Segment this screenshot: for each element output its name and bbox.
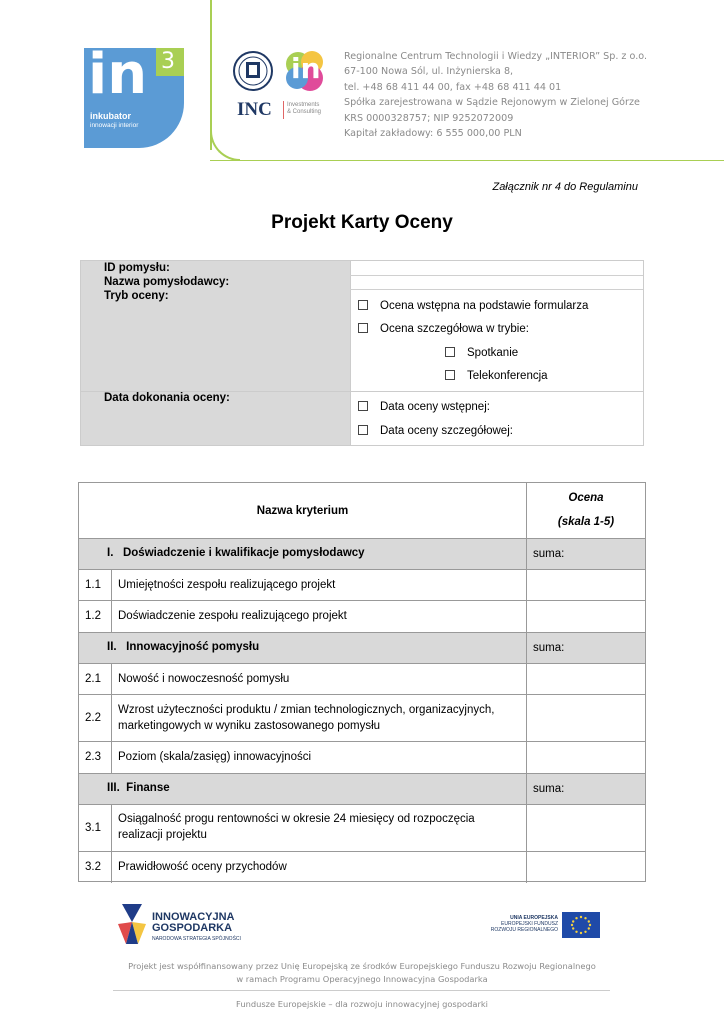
proposer-name-label: Nazwa pomysłodawcy:	[104, 276, 230, 288]
evaluation-mode-label: Tryb oceny:	[104, 290, 169, 302]
eu-flag-icon	[562, 912, 600, 938]
cofinancing-note: Projekt jest współfinansowany przez Unię Europejską ze środków Europejskiego Funduszu Rozwoju Regionalnego w ramach Programu Operacyjnego Innowacyjna Gospodarka	[128, 961, 596, 984]
section-sum: suma:	[533, 642, 565, 654]
inc-logo	[237, 99, 332, 123]
row-line	[79, 851, 645, 852]
checkbox[interactable]	[358, 425, 368, 435]
company-info	[344, 49, 647, 141]
option-initial-date[interactable]: Data oceny wstępnej:	[358, 401, 490, 413]
checkbox[interactable]	[445, 347, 455, 357]
criterion-number: 1.1	[85, 579, 101, 591]
header-accent-curve	[210, 110, 240, 161]
row-line	[79, 804, 645, 805]
in3-logo	[84, 42, 184, 148]
section-sum: suma:	[533, 548, 565, 560]
section-sum: suma:	[533, 783, 565, 795]
column-line	[111, 569, 112, 632]
checkbox[interactable]	[445, 370, 455, 380]
id-label: ID pomysłu:	[104, 262, 170, 274]
checkbox[interactable]	[358, 300, 368, 310]
option-detailed-date[interactable]: Data oceny szczegółowej:	[358, 425, 513, 437]
info-table	[80, 260, 644, 446]
section-title: III. Finanse	[107, 782, 170, 794]
criterion-text-continued: marketingowych w wyniku zastosowanego pomysłu	[118, 720, 381, 732]
eu-logo	[488, 912, 600, 940]
inc-logo-divider	[283, 101, 284, 119]
criterion-number: 2.3	[85, 751, 101, 763]
info-table-row-line	[350, 275, 643, 276]
company-phone: tel. +48 68 411 44 00, fax +48 68 411 44 01	[344, 81, 562, 93]
evaluation-date-label: Data dokonania oceny:	[104, 392, 230, 404]
criteria-table	[78, 482, 646, 882]
column-line	[111, 804, 112, 883]
criterion-text: Osiągalność progu rentowności w okresie 24 miesięcy od rozpoczęcia	[118, 813, 475, 825]
row-line	[79, 632, 645, 633]
row-line	[79, 741, 645, 742]
row-line	[79, 773, 645, 774]
annex-label: Załącznik nr 4 do Regulaminu	[492, 181, 638, 193]
criterion-text-continued: realizacji projektu	[118, 829, 207, 841]
criterion-text: Nowość i nowoczesność pomysłu	[118, 673, 290, 685]
row-line	[79, 569, 645, 570]
criterion-text: Umiejętności zespołu realizującego projekt	[118, 579, 336, 591]
column-line	[111, 663, 112, 773]
criterion-text: Poziom (skala/zasięg) innowacyjności	[118, 751, 312, 763]
criterion-number: 3.1	[85, 822, 101, 834]
page-title: Projekt Karty Oceny	[271, 212, 453, 233]
criterion-number: 3.2	[85, 861, 101, 873]
criterion-text: Doświadczenie zespołu realizującego projekt	[118, 610, 347, 622]
header-score: Ocena	[568, 492, 604, 504]
company-name: Regionalne Centrum Technologii i Wiedzy „INTERIOR” Sp. z o.o.	[344, 51, 648, 62]
row-line	[79, 600, 645, 601]
header-score-scale: (skala 1-5)	[557, 516, 615, 528]
criterion-text: Wzrost użyteczności produktu / zmian technologicznych, organizacyjnych,	[118, 704, 495, 716]
option-initial-evaluation[interactable]: Ocena wstępna na podstawie formularza	[358, 300, 588, 312]
section-title: II. Innowacyjność pomysłu	[107, 641, 260, 653]
eu-logo-text: UNIA EUROPEJSKA EUROPEJSKI FUNDUSZ ROZWOJU REGIONALNEGO	[490, 915, 558, 933]
inc-logo-text: INC	[237, 99, 272, 120]
in-small-logo	[284, 50, 326, 92]
option-detailed-evaluation[interactable]: Ocena szczegółowa w trybie:	[358, 323, 529, 335]
option-teleconference[interactable]: Telekonferencja	[445, 370, 548, 382]
in-small-logo-text: in	[291, 52, 321, 85]
header-accent-line-bottom	[210, 160, 724, 161]
in3-logo-text: in	[88, 42, 148, 107]
section-title: I. Doświadczenie i kwalifikacje pomysłodawcy	[107, 547, 365, 559]
ig-logo-text: INNOWACYJNA GOSPODARKA	[152, 911, 235, 934]
checkbox[interactable]	[358, 401, 368, 411]
criterion-text: Prawidłowość oceny przychodów	[118, 861, 287, 873]
ig-logo-subtitle: NARODOWA STRATEGIA SPÓJNOŚCI	[152, 936, 241, 942]
company-krs-nip: KRS 0000328757; NIP 9252072009	[344, 112, 514, 124]
in3-logo-superscript: 3	[161, 49, 175, 74]
footer-motto: Fundusze Europejskie – dla rozwoju innowacyjnej gospodarki	[236, 999, 488, 1009]
criterion-number: 2.1	[85, 673, 101, 685]
in3-logo-caption: inkubator innowacji interior	[90, 111, 139, 129]
innowacyjna-gospodarka-logo	[116, 902, 266, 946]
criterion-number: 2.2	[85, 712, 101, 724]
info-table-row-line	[350, 289, 643, 290]
footer-divider	[113, 990, 610, 991]
company-registration: Spółka zarejestrowana w Sądzie Rejonowym w Zielonej Górze	[344, 97, 640, 109]
company-capital: Kapitał zakładowy: 6 555 000,00 PLN	[344, 128, 522, 140]
column-line	[526, 483, 527, 883]
header-criterion-name: Nazwa kryterium	[256, 505, 349, 517]
row-line	[79, 663, 645, 664]
checkbox[interactable]	[358, 323, 368, 333]
criterion-number: 1.2	[85, 610, 101, 622]
seal-emblem	[233, 51, 273, 91]
info-table-label-column	[81, 261, 350, 445]
row-line	[79, 538, 645, 539]
option-meeting[interactable]: Spotkanie	[445, 347, 518, 359]
inc-logo-subtitle: Investments & Consulting	[287, 102, 322, 115]
company-address: 67-100 Nowa Sól, ul. Inżynierska 8,	[344, 66, 514, 78]
row-line	[79, 694, 645, 695]
